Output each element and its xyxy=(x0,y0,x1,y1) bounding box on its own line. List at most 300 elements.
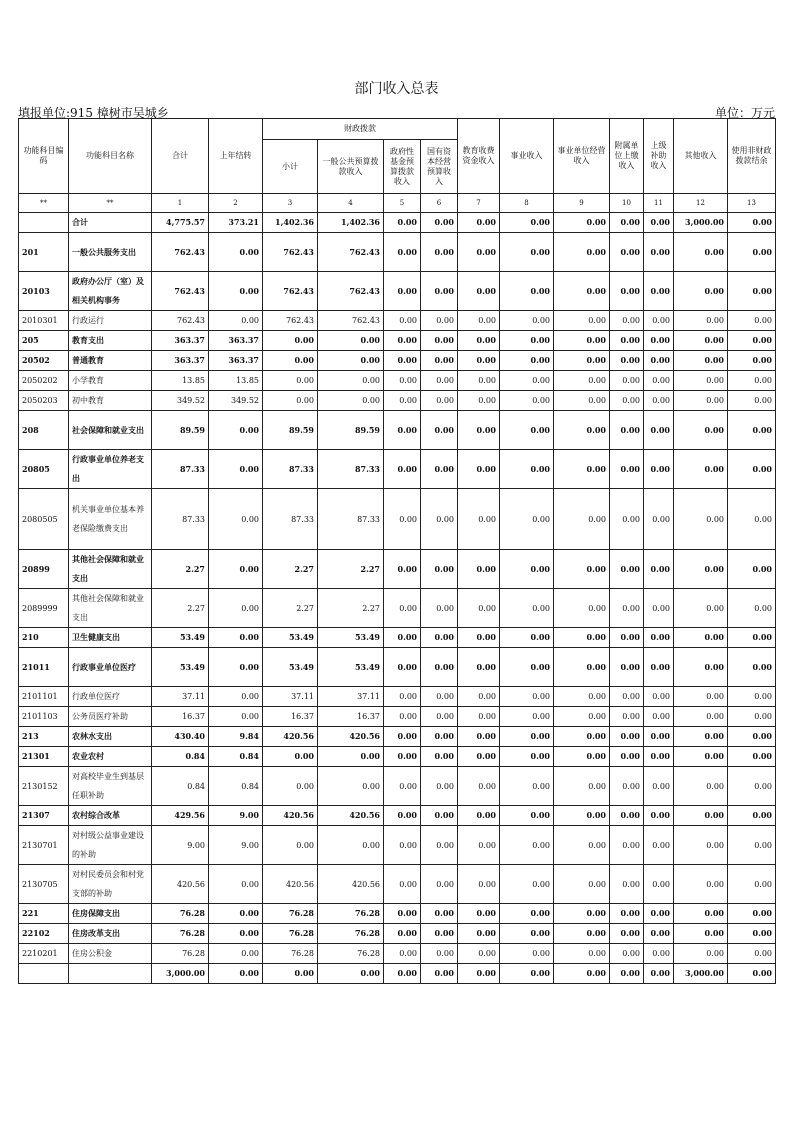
row-value: 0.00 xyxy=(318,767,384,806)
row-value: 0.00 xyxy=(500,727,554,747)
row-value: 0.00 xyxy=(421,331,458,351)
currency-unit: 单位：万元 xyxy=(714,106,775,120)
row-code: 21301 xyxy=(19,747,69,767)
row-value: 762.43 xyxy=(263,233,318,272)
row-value: 89.59 xyxy=(152,411,209,450)
row-value: 0.00 xyxy=(458,411,500,450)
row-code: 2050203 xyxy=(19,391,69,411)
row-value: 37.11 xyxy=(318,687,384,707)
row-value: 0.00 xyxy=(728,233,776,272)
row-value: 0.00 xyxy=(674,411,728,450)
header-carryover: 上年结转 xyxy=(209,119,263,194)
row-code: 2130152 xyxy=(19,767,69,806)
row-code: 21307 xyxy=(19,806,69,826)
row-value: 0.00 xyxy=(644,767,674,806)
row-value: 0.00 xyxy=(554,351,610,371)
row-value: 0.00 xyxy=(421,687,458,707)
row-value: 0.00 xyxy=(421,391,458,411)
row-value: 0.00 xyxy=(644,489,674,550)
row-value: 0.00 xyxy=(554,411,610,450)
row-code: 20805 xyxy=(19,450,69,489)
row-value: 420.56 xyxy=(263,865,318,904)
index-cell: 7 xyxy=(458,194,500,213)
table-row xyxy=(19,233,776,272)
row-value: 0.00 xyxy=(728,707,776,727)
row-name: 住房保障支出 xyxy=(69,904,152,924)
table-row xyxy=(19,924,776,944)
row-value: 0.00 xyxy=(554,747,610,767)
row-value: 0.00 xyxy=(610,727,644,747)
row-value: 0.00 xyxy=(384,747,421,767)
row-name: 农村综合改革 xyxy=(69,806,152,826)
row-value: 1,402.36 xyxy=(263,213,318,233)
row-value: 0.00 xyxy=(500,371,554,391)
row-value: 0.00 xyxy=(209,865,263,904)
row-value: 0.00 xyxy=(554,233,610,272)
row-value: 0.00 xyxy=(610,767,644,806)
row-value: 0.00 xyxy=(421,311,458,331)
row-value: 0.00 xyxy=(458,213,500,233)
row-value: 0.00 xyxy=(458,687,500,707)
row-value: 0.00 xyxy=(421,411,458,450)
row-value: 0.00 xyxy=(209,924,263,944)
row-value: 0.00 xyxy=(209,687,263,707)
row-value: 0.00 xyxy=(644,865,674,904)
header-fiscal-group: 财政拨款 xyxy=(263,119,458,140)
row-value: 0.00 xyxy=(209,550,263,589)
row-value: 76.28 xyxy=(152,944,209,964)
row-value: 420.56 xyxy=(263,806,318,826)
row-code: 2010301 xyxy=(19,311,69,331)
row-value: 0.00 xyxy=(610,944,644,964)
row-value: 0.00 xyxy=(728,767,776,806)
row-value: 0.00 xyxy=(728,727,776,747)
row-name xyxy=(69,964,152,984)
row-value: 0.00 xyxy=(674,450,728,489)
table-row xyxy=(19,213,776,233)
row-value: 0.00 xyxy=(728,411,776,450)
row-value: 0.00 xyxy=(500,806,554,826)
table-row xyxy=(19,589,776,628)
row-value: 0.00 xyxy=(728,964,776,984)
row-value: 76.28 xyxy=(152,904,209,924)
row-value: 87.33 xyxy=(152,489,209,550)
row-name: 普通教育 xyxy=(69,351,152,371)
row-value: 0.00 xyxy=(610,391,644,411)
row-name: 农业农村 xyxy=(69,747,152,767)
row-value: 762.43 xyxy=(152,272,209,311)
row-value: 0.00 xyxy=(728,351,776,371)
row-value: 0.00 xyxy=(610,806,644,826)
row-value: 0.00 xyxy=(610,589,644,628)
row-value: 0.00 xyxy=(644,628,674,648)
row-name: 机关事业单位基本养老保险缴费支出 xyxy=(69,489,152,550)
row-value: 0.00 xyxy=(421,944,458,964)
row-value: 53.49 xyxy=(152,628,209,648)
row-value: 0.00 xyxy=(458,707,500,727)
row-code: 20502 xyxy=(19,351,69,371)
row-value: 9.00 xyxy=(209,826,263,865)
row-value: 0.00 xyxy=(674,648,728,687)
row-value: 0.00 xyxy=(500,865,554,904)
row-name: 公务员医疗补助 xyxy=(69,707,152,727)
row-value: 0.00 xyxy=(644,272,674,311)
row-value: 0.00 xyxy=(500,904,554,924)
row-value: 2.27 xyxy=(263,550,318,589)
row-value: 0.00 xyxy=(728,904,776,924)
row-value: 3,000.00 xyxy=(152,964,209,984)
row-value: 0.00 xyxy=(644,747,674,767)
row-value: 0.00 xyxy=(554,371,610,391)
table-row xyxy=(19,826,776,865)
header-general-budget: 一般公共预算拨款收入 xyxy=(318,140,384,194)
table-row xyxy=(19,687,776,707)
table-row xyxy=(19,904,776,924)
row-name: 其他社会保障和就业支出 xyxy=(69,550,152,589)
row-value: 0.00 xyxy=(500,311,554,331)
row-value: 0.00 xyxy=(421,628,458,648)
row-value: 0.00 xyxy=(421,806,458,826)
row-value: 0.00 xyxy=(674,727,728,747)
row-value: 0.00 xyxy=(263,331,318,351)
row-value: 9.84 xyxy=(209,727,263,747)
row-value: 0.00 xyxy=(263,826,318,865)
row-value: 0.00 xyxy=(674,944,728,964)
row-name: 初中教育 xyxy=(69,391,152,411)
row-value: 0.00 xyxy=(728,944,776,964)
row-value: 0.00 xyxy=(500,450,554,489)
row-value: 87.33 xyxy=(152,450,209,489)
row-value: 0.00 xyxy=(644,687,674,707)
row-value: 0.00 xyxy=(209,904,263,924)
row-value: 0.00 xyxy=(500,628,554,648)
row-value: 762.43 xyxy=(263,311,318,331)
row-value: 0.00 xyxy=(644,550,674,589)
row-code: 22102 xyxy=(19,924,69,944)
index-cell: 9 xyxy=(554,194,610,213)
table-row xyxy=(19,944,776,964)
index-cell: 5 xyxy=(384,194,421,213)
row-value: 0.00 xyxy=(554,648,610,687)
row-value: 0.00 xyxy=(610,213,644,233)
row-value: 0.00 xyxy=(500,964,554,984)
row-name: 行政运行 xyxy=(69,311,152,331)
row-value: 0.00 xyxy=(674,233,728,272)
row-value: 0.00 xyxy=(644,450,674,489)
row-value: 53.49 xyxy=(263,648,318,687)
row-value: 87.33 xyxy=(318,489,384,550)
row-value: 0.00 xyxy=(674,489,728,550)
row-value: 0.00 xyxy=(209,707,263,727)
row-value: 0.00 xyxy=(500,550,554,589)
row-value: 0.00 xyxy=(421,272,458,311)
row-value: 0.00 xyxy=(421,707,458,727)
row-value: 0.00 xyxy=(644,924,674,944)
row-value: 89.59 xyxy=(263,411,318,450)
row-value: 0.00 xyxy=(263,747,318,767)
row-value: 0.00 xyxy=(384,351,421,371)
row-code xyxy=(19,964,69,984)
row-value: 76.28 xyxy=(318,924,384,944)
row-value: 0.00 xyxy=(318,826,384,865)
row-value: 0.00 xyxy=(384,233,421,272)
row-code: 205 xyxy=(19,331,69,351)
row-value: 0.00 xyxy=(610,411,644,450)
row-value: 363.37 xyxy=(209,351,263,371)
row-value: 0.00 xyxy=(263,767,318,806)
index-cell: 11 xyxy=(644,194,674,213)
row-value: 0.00 xyxy=(384,391,421,411)
row-value: 0.00 xyxy=(421,747,458,767)
row-value: 0.00 xyxy=(384,411,421,450)
row-value: 0.00 xyxy=(500,767,554,806)
table-row xyxy=(19,391,776,411)
row-value: 0.00 xyxy=(610,707,644,727)
row-value: 0.00 xyxy=(674,589,728,628)
row-value: 0.00 xyxy=(674,272,728,311)
row-value: 76.28 xyxy=(263,944,318,964)
row-value: 0.00 xyxy=(421,865,458,904)
row-value: 0.00 xyxy=(728,589,776,628)
row-value: 0.00 xyxy=(674,767,728,806)
row-value: 0.00 xyxy=(554,311,610,331)
table-row xyxy=(19,272,776,311)
row-value: 0.00 xyxy=(421,589,458,628)
row-value: 0.00 xyxy=(458,371,500,391)
row-value: 0.00 xyxy=(644,904,674,924)
row-value: 2.27 xyxy=(152,589,209,628)
row-code: 201 xyxy=(19,233,69,272)
header-total: 合计 xyxy=(152,119,209,194)
row-value: 0.00 xyxy=(728,747,776,767)
row-value: 0.00 xyxy=(674,351,728,371)
row-code: 213 xyxy=(19,727,69,747)
row-value: 16.37 xyxy=(152,707,209,727)
header-gov-fund: 政府性基金预算拨款收入 xyxy=(384,140,421,194)
row-value: 0.00 xyxy=(674,904,728,924)
row-name: 政府办公厅（室）及相关机构事务 xyxy=(69,272,152,311)
header-row-1 xyxy=(19,119,776,140)
header-business: 事业收入 xyxy=(500,119,554,194)
table-row xyxy=(19,331,776,351)
row-value: 0.00 xyxy=(384,865,421,904)
row-value: 0.00 xyxy=(728,628,776,648)
index-cell: 4 xyxy=(318,194,384,213)
row-value: 0.00 xyxy=(421,964,458,984)
row-value: 0.00 xyxy=(610,964,644,984)
row-value: 0.00 xyxy=(644,964,674,984)
row-value: 0.00 xyxy=(458,233,500,272)
row-value: 0.00 xyxy=(728,311,776,331)
index-cell: 2 xyxy=(209,194,263,213)
row-value: 762.43 xyxy=(318,272,384,311)
row-value: 363.37 xyxy=(209,331,263,351)
row-value: 16.37 xyxy=(263,707,318,727)
row-value: 0.00 xyxy=(674,924,728,944)
table-row xyxy=(19,411,776,450)
row-value: 0.00 xyxy=(610,747,644,767)
row-value: 0.00 xyxy=(500,707,554,727)
row-value: 420.56 xyxy=(318,727,384,747)
row-value: 0.00 xyxy=(644,371,674,391)
row-value: 0.00 xyxy=(458,806,500,826)
row-value: 0.00 xyxy=(610,687,644,707)
row-value: 0.00 xyxy=(458,450,500,489)
row-value: 0.84 xyxy=(152,767,209,806)
row-value: 87.33 xyxy=(263,450,318,489)
row-value: 87.33 xyxy=(318,450,384,489)
row-value: 13.85 xyxy=(152,371,209,391)
header-subtotal: 小计 xyxy=(263,140,318,194)
row-value: 0.00 xyxy=(610,450,644,489)
row-value: 0.00 xyxy=(728,331,776,351)
row-value: 363.37 xyxy=(152,331,209,351)
table-row xyxy=(19,628,776,648)
row-value: 0.00 xyxy=(500,351,554,371)
row-name: 对高校毕业生到基层任职补助 xyxy=(69,767,152,806)
row-value: 0.00 xyxy=(610,550,644,589)
row-value: 53.49 xyxy=(318,648,384,687)
row-name: 其他社会保障和就业支出 xyxy=(69,589,152,628)
row-value: 0.00 xyxy=(209,450,263,489)
row-value: 0.00 xyxy=(554,904,610,924)
row-name: 卫生健康支出 xyxy=(69,628,152,648)
row-value: 0.00 xyxy=(500,489,554,550)
row-code: 2050202 xyxy=(19,371,69,391)
row-value: 0.00 xyxy=(384,707,421,727)
table-row xyxy=(19,489,776,550)
index-cell: 8 xyxy=(500,194,554,213)
row-value: 0.00 xyxy=(554,589,610,628)
row-value: 363.37 xyxy=(152,351,209,371)
row-value: 0.00 xyxy=(610,351,644,371)
row-value: 0.00 xyxy=(421,904,458,924)
row-value: 0.00 xyxy=(384,904,421,924)
row-value: 0.00 xyxy=(674,806,728,826)
row-value: 0.00 xyxy=(384,806,421,826)
row-value: 0.00 xyxy=(610,489,644,550)
row-value: 0.00 xyxy=(728,826,776,865)
row-value: 0.00 xyxy=(458,767,500,806)
row-value: 0.00 xyxy=(500,331,554,351)
row-value: 0.00 xyxy=(674,311,728,331)
row-value: 0.00 xyxy=(458,391,500,411)
index-cell: 10 xyxy=(610,194,644,213)
row-value: 0.00 xyxy=(458,648,500,687)
row-value: 0.00 xyxy=(421,924,458,944)
row-value: 0.00 xyxy=(209,411,263,450)
index-cell: 13 xyxy=(728,194,776,213)
row-value: 2.27 xyxy=(152,550,209,589)
table-row xyxy=(19,648,776,687)
row-value: 76.28 xyxy=(318,904,384,924)
row-value: 13.85 xyxy=(209,371,263,391)
row-value: 0.00 xyxy=(554,707,610,727)
row-name: 社会保障和就业支出 xyxy=(69,411,152,450)
header-nonfiscal: 使用非财政拨款结余 xyxy=(728,119,776,194)
row-code: 221 xyxy=(19,904,69,924)
row-value: 0.00 xyxy=(610,648,644,687)
row-name: 教育支出 xyxy=(69,331,152,351)
row-value: 0.00 xyxy=(209,648,263,687)
row-value: 0.00 xyxy=(554,687,610,707)
row-value: 0.00 xyxy=(458,727,500,747)
row-value: 0.00 xyxy=(209,489,263,550)
row-code: 2101101 xyxy=(19,687,69,707)
row-value: 0.00 xyxy=(209,233,263,272)
row-name: 对村级公益事业建设的补助 xyxy=(69,826,152,865)
row-value: 0.00 xyxy=(500,826,554,865)
row-value: 0.00 xyxy=(458,550,500,589)
index-cell: ** xyxy=(69,194,152,213)
row-value: 0.00 xyxy=(421,351,458,371)
row-value: 2.27 xyxy=(318,589,384,628)
row-value: 0.00 xyxy=(644,391,674,411)
reporting-unit: 填报单位:915 樟树市吴城乡 xyxy=(18,106,169,120)
row-value: 0.00 xyxy=(318,747,384,767)
row-value: 0.00 xyxy=(644,351,674,371)
index-cell: 6 xyxy=(421,194,458,213)
row-value: 0.00 xyxy=(209,944,263,964)
row-value: 0.00 xyxy=(500,411,554,450)
row-value: 0.00 xyxy=(610,865,644,904)
row-value: 53.49 xyxy=(152,648,209,687)
row-value: 0.00 xyxy=(554,489,610,550)
row-value: 0.00 xyxy=(500,687,554,707)
row-value: 0.00 xyxy=(674,628,728,648)
row-value: 76.28 xyxy=(152,924,209,944)
row-value: 0.00 xyxy=(674,707,728,727)
row-value: 0.00 xyxy=(384,826,421,865)
row-value: 0.00 xyxy=(674,865,728,904)
row-value: 0.00 xyxy=(384,628,421,648)
row-value: 3,000.00 xyxy=(674,213,728,233)
row-value: 0.00 xyxy=(728,450,776,489)
row-value: 0.00 xyxy=(318,964,384,984)
header-affiliate: 附属单位上缴收入 xyxy=(610,119,644,194)
row-value: 0.00 xyxy=(209,628,263,648)
row-value: 1,402.36 xyxy=(318,213,384,233)
row-value: 4,775.57 xyxy=(152,213,209,233)
row-value: 430.40 xyxy=(152,727,209,747)
row-value: 0.00 xyxy=(209,272,263,311)
row-value: 0.00 xyxy=(384,944,421,964)
row-value: 0.00 xyxy=(554,964,610,984)
row-value: 0.00 xyxy=(458,904,500,924)
row-value: 0.84 xyxy=(152,747,209,767)
header-name: 功能科目名称 xyxy=(69,119,152,194)
row-value: 89.59 xyxy=(318,411,384,450)
index-cell: ** xyxy=(19,194,69,213)
row-value: 0.00 xyxy=(554,550,610,589)
row-code: 20899 xyxy=(19,550,69,589)
row-value: 0.00 xyxy=(421,233,458,272)
row-value: 0.00 xyxy=(421,450,458,489)
row-value: 87.33 xyxy=(263,489,318,550)
header-superior: 上级补助收入 xyxy=(644,119,674,194)
row-value: 0.00 xyxy=(384,331,421,351)
row-value: 0.00 xyxy=(500,213,554,233)
row-value: 0.00 xyxy=(384,924,421,944)
row-value: 0.00 xyxy=(458,589,500,628)
row-value: 0.00 xyxy=(554,944,610,964)
row-value: 0.00 xyxy=(554,628,610,648)
row-name: 对村民委员会和村党支部的补助 xyxy=(69,865,152,904)
row-value: 0.00 xyxy=(728,213,776,233)
row-value: 0.00 xyxy=(554,213,610,233)
row-value: 0.00 xyxy=(554,272,610,311)
index-cell: 1 xyxy=(152,194,209,213)
